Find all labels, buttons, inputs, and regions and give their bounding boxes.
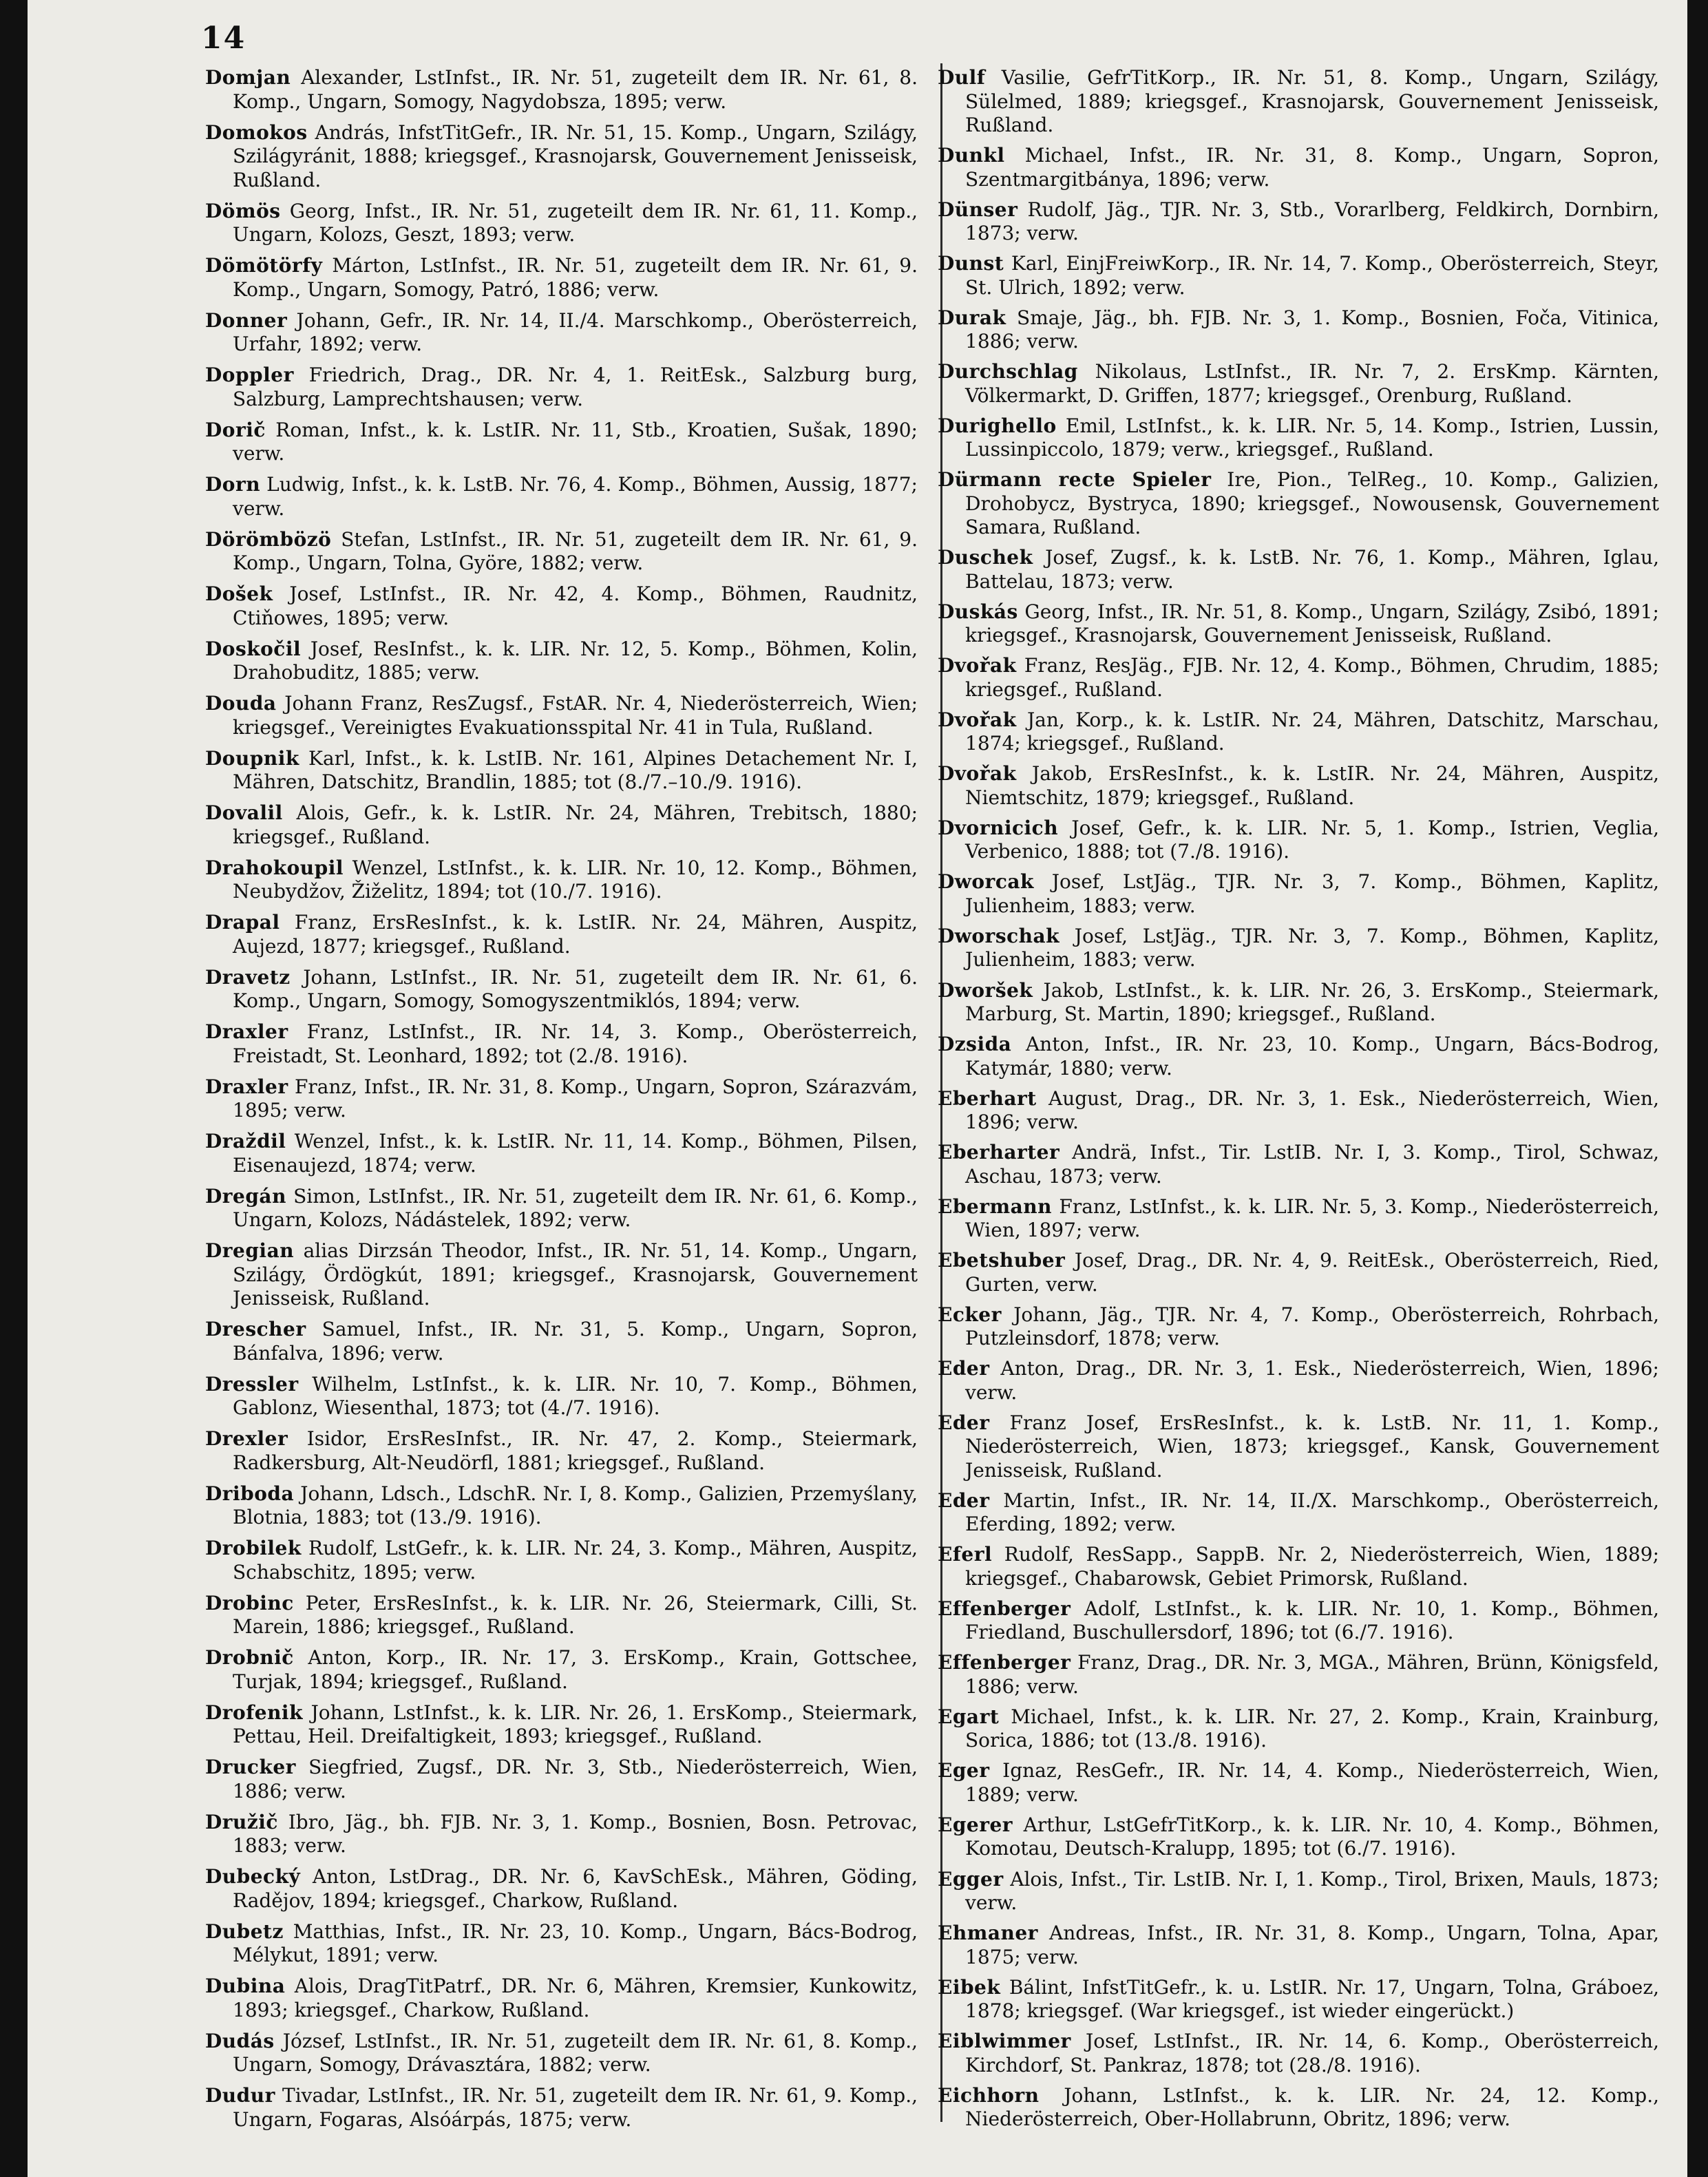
entry-details: Anton, LstDrag., DR. Nr. 6, KavSchEsk., Mähren, Göding, Radějov, 1894; kriegsgef., Charkow, Rußland.	[233, 1865, 918, 1912]
list-entry	[938, 1489, 1659, 1537]
entry-details: Johann, LstInfst., IR. Nr. 51, zugeteilt dem IR. Nr. 61, 6. Komp., Ungarn, Somogy, Somogyszentmiklós, 1894; verw.	[233, 965, 918, 1012]
entry-details: Ire, Pion., TelReg., 10. Komp., Galizien, Drohobycz, Bystryca, 1890; kriegsgef., Nowousensk, Gouvernement Samara, Rußland.	[965, 468, 1659, 539]
entry-surname: Domjan	[205, 66, 291, 89]
entry-surname: Ehmaner	[938, 1922, 1038, 1945]
list-entry	[205, 1427, 918, 1475]
entry-surname: Driboda	[205, 1482, 295, 1505]
entry-details: Franz, LstInfst., k. k. LIR. Nr. 5, 3. Komp., Niederösterreich, Wien, 1897; verw.	[965, 1195, 1659, 1242]
entry-surname: Dünser	[938, 198, 1018, 221]
entry-details: Alexander, LstInfst., IR. Nr. 51, zugeteilt dem IR. Nr. 61, 8. Komp., Ungarn, Somogy, Nagydobsza, 1895; verw.	[233, 66, 918, 113]
entry-details: Wenzel, LstInfst., k. k. LIR. Nr. 10, 12. Komp., Böhmen, Neubydžov, Žiželitz, 1894; tot (10./7. 1916).	[233, 856, 918, 903]
entry-surname: Draxler	[205, 1020, 288, 1043]
entry-surname: Ecker	[938, 1303, 1002, 1326]
entry-surname: Dudur	[205, 2084, 275, 2107]
list-entry	[205, 911, 918, 958]
entry-details: Josef, ResInfst., k. k. LIR. Nr. 12, 5. Komp., Böhmen, Kolin, Drahobuditz, 1885; verw.	[233, 637, 918, 684]
entry-surname: Dürmann recte Spieler	[938, 468, 1212, 492]
entry-details: August, Drag., DR. Nr. 3, 1. Esk., Niederösterreich, Wien, 1896; verw.	[965, 1086, 1659, 1134]
entry-surname: Dunkl	[938, 144, 1005, 167]
entry-details: Alois, DragTitPatrf., DR. Nr. 6, Mähren, Kremsier, Kunkowitz, 1893; kriegsgef., Charkow, Rußland.	[233, 1975, 918, 2021]
list-entry	[938, 1033, 1659, 1080]
entry-surname: Dworcak	[938, 870, 1034, 894]
entry-details: Simon, LstInfst., IR. Nr. 51, zugeteilt dem IR. Nr. 61, 6. Komp., Ungarn, Kolozs, Nádástelek, 1892; verw.	[233, 1184, 918, 1231]
entry-surname: Drobnič	[205, 1646, 294, 1669]
entry-surname: Doskočil	[205, 637, 302, 660]
entry-details: Franz, Infst., IR. Nr. 31, 8. Komp., Ungarn, Sopron, Szárazvám, 1895; verw.	[233, 1075, 918, 1122]
list-entry	[205, 1975, 918, 2022]
list-entry	[938, 1249, 1659, 1296]
entry-details: Georg, Infst., IR. Nr. 51, zugeteilt dem IR. Nr. 61, 11. Komp., Ungarn, Kolozs, Geszt, 1893; verw.	[233, 199, 918, 246]
entry-surname: Ebetshuber	[938, 1249, 1066, 1272]
list-entry	[205, 1865, 918, 1913]
entry-surname: Doupnik	[205, 746, 299, 770]
entry-surname: Dömös	[205, 199, 281, 222]
entry-details: Johann, LstInfst., k. k. LIR. Nr. 24, 12. Komp., Niederösterreich, Ober-Hollabrunn, Obritz, 1896; verw.	[965, 2083, 1659, 2131]
entry-surname: Drofenik	[205, 1701, 303, 1724]
list-entry	[938, 1543, 1659, 1590]
entry-details: Rudolf, LstGefr., k. k. LIR. Nr. 24, 3. Komp., Mähren, Auspitz, Schabschitz, 1895; verw.	[233, 1537, 918, 1584]
entry-surname: Dunst	[938, 252, 1004, 275]
entry-details: Michael, Infst., IR. Nr. 31, 8. Komp., Ungarn, Sopron, Szentmargitbánya, 1896; verw.	[965, 144, 1659, 191]
list-entry	[938, 1597, 1659, 1645]
entry-surname: Dvořak	[938, 708, 1017, 731]
list-entry	[205, 692, 918, 739]
entry-surname: Eder	[938, 1489, 990, 1512]
list-entry	[938, 1411, 1659, 1483]
entry-surname: Eder	[938, 1411, 990, 1434]
entry-details: Emil, LstInfst., k. k. LIR. Nr. 5, 14. Komp., Istrien, Lussin, Lussinpiccolo, 1879; verw., kriegsgef., Rußland.	[965, 414, 1659, 461]
entry-details: Josef, LstJäg., TJR. Nr. 3, 7. Komp., Böhmen, Kaplitz, Julienheim, 1883; verw.	[965, 870, 1659, 917]
entry-details: Andrä, Infst., Tir. LstIB. Nr. I, 3. Komp., Tirol, Schwaz, Aschau, 1873; verw.	[965, 1141, 1659, 1188]
entry-surname: Došek	[205, 582, 273, 605]
list-entry	[938, 870, 1659, 918]
scan-edge	[1687, 0, 1708, 2177]
list-entry	[205, 1130, 918, 1177]
entry-surname: Duschek	[938, 546, 1033, 569]
list-entry	[938, 306, 1659, 354]
entry-surname: Eibek	[938, 1975, 1001, 1999]
entry-details: Josef, Zugsf., k. k. LstB. Nr. 76, 1. Komp., Mähren, Iglau, Battelau, 1873; verw.	[965, 546, 1659, 593]
list-entry	[938, 2084, 1659, 2132]
list-entry	[938, 654, 1659, 702]
entry-details: Siegfried, Zugsf., DR. Nr. 3, Stb., Niederösterreich, Wien, 1886; verw.	[233, 1756, 918, 1802]
entry-details: Anton, Drag., DR. Nr. 3, 1. Esk., Niederösterreich, Wien, 1896; verw.	[965, 1357, 1659, 1404]
entry-details: alias Dirzsán Theodor, Infst., IR. Nr. 51, 14. Komp., Ungarn, Szilágy, Ördögkút, 1891; kriegsgef., Krasnojarsk, Gouvernement Jenisseisk, Rußland.	[233, 1239, 918, 1310]
entry-surname: Egger	[938, 1867, 1004, 1891]
entry-surname: Egart	[938, 1705, 1000, 1728]
list-entry	[938, 1922, 1659, 1969]
list-entry	[938, 925, 1659, 972]
entry-details: Alois, Gefr., k. k. LstIR. Nr. 24, Mähren, Trebitsch, 1880; kriegsgef., Rußland.	[233, 801, 918, 848]
entry-surname: Effenberger	[938, 1597, 1071, 1620]
entry-details: Nikolaus, LstInfst., IR. Nr. 7, 2. ErsKmp. Kärnten, Völkermarkt, D. Griffen, 1877; kriegsgef., Orenburg, Rußland.	[965, 360, 1659, 407]
entry-surname: Drobilek	[205, 1537, 302, 1559]
list-entry	[938, 600, 1659, 648]
list-entry	[205, 1239, 918, 1311]
list-entry	[938, 1357, 1659, 1405]
entry-surname: Drescher	[205, 1318, 306, 1340]
entry-details: Samuel, Infst., IR. Nr. 31, 5. Komp., Ungarn, Sopron, Bánfalva, 1896; verw.	[233, 1318, 918, 1365]
list-entry	[938, 414, 1659, 462]
list-entry	[205, 1811, 918, 1858]
entry-surname: Dworschak	[938, 924, 1060, 947]
entry-surname: Dulf	[938, 66, 986, 89]
list-entry	[205, 2030, 918, 2077]
list-entry	[205, 309, 918, 357]
entry-details: Andreas, Infst., IR. Nr. 31, 8. Komp., Ungarn, Tolna, Apar, 1875; verw.	[965, 1922, 1659, 1968]
entry-details: Wenzel, Infst., k. k. LstIR. Nr. 11, 14. Komp., Böhmen, Pilsen, Eisenaujezd, 1874; verw.	[233, 1130, 918, 1177]
scanned-page	[28, 0, 1694, 2177]
list-entry	[938, 1813, 1659, 1861]
list-entry	[205, 254, 918, 302]
list-entry	[938, 66, 1659, 138]
entry-details: Smaje, Jäg., bh. FJB. Nr. 3, 1. Komp., Bosnien, Foča, Vitinica, 1886; verw.	[965, 306, 1659, 353]
entry-surname: Dressler	[205, 1372, 299, 1396]
entry-surname: Durighello	[938, 414, 1057, 437]
entry-details: Johann, LstInfst., k. k. LIR. Nr. 26, 1. ErsKomp., Steiermark, Pettau, Heil. Dreifaltigkeit, 1893; kriegsgef., Rußland.	[233, 1701, 918, 1747]
entry-details: András, InfstTitGefr., IR. Nr. 51, 15. Komp., Ungarn, Szilágy, Szilágyránit, 1888; kriegsgef., Krasnojarsk, Gouvernement Jenisseisk, Rußland.	[233, 120, 918, 191]
entry-details: Johann, Ldsch., LdschR. Nr. I, 8. Komp., Galizien, Przemyślany, Blotnia, 1883; tot (13./9. 1916).	[233, 1482, 918, 1528]
entry-surname: Dubecký	[205, 1865, 301, 1888]
list-entry	[938, 468, 1659, 540]
entry-details: Isidor, ErsResInfst., IR. Nr. 47, 2. Komp., Steiermark, Radkersburg, Alt-Neudörfl, 1881; kriegsgef., Rußland.	[233, 1427, 918, 1474]
list-entry	[205, 364, 918, 411]
entry-details: Adolf, LstInfst., k. k. LIR. Nr. 10, 1. Komp., Böhmen, Friedland, Buschullersdorf, 1896; tot (6./7. 1916).	[965, 1597, 1659, 1644]
entry-details: Rudolf, Jäg., TJR. Nr. 3, Stb., Vorarlberg, Feldkirch, Dornbirn, 1873; verw.	[965, 198, 1659, 245]
list-entry	[205, 638, 918, 685]
entry-surname: Eger	[938, 1759, 990, 1782]
entry-surname: Durak	[938, 306, 1006, 329]
list-entry	[938, 198, 1659, 246]
entry-details: Michael, Infst., k. k. LIR. Nr. 27, 2. Komp., Krain, Krainburg, Sorica, 1886; tot (13./8. 1916).	[965, 1705, 1659, 1752]
entry-surname: Dudás	[205, 2029, 275, 2052]
entry-details: Franz, LstInfst., IR. Nr. 14, 3. Komp., Oberösterreich, Freistadt, St. Leonhard, 1892; tot (2./8. 1916).	[233, 1020, 918, 1067]
entry-details: Josef, LstInfst., IR. Nr. 14, 6. Komp., Oberösterreich, Kirchdorf, St. Pankraz, 1878; tot (28./8. 1916).	[965, 2030, 1659, 2076]
list-entry	[938, 2030, 1659, 2077]
entry-surname: Duskás	[938, 600, 1018, 623]
entry-details: Wilhelm, LstInfst., k. k. LIR. Nr. 10, 7. Komp., Böhmen, Gablonz, Wiesenthal, 1873; tot (4./7. 1916).	[233, 1372, 918, 1419]
entry-details: Josef, LstInfst., IR. Nr. 42, 4. Komp., Böhmen, Raudnitz, Ctiňowes, 1895; verw.	[233, 582, 918, 629]
entry-surname: Ebermann	[938, 1195, 1052, 1218]
entry-surname: Dovalil	[205, 801, 283, 824]
list-entry	[938, 762, 1659, 810]
entry-surname: Drobinc	[205, 1591, 294, 1615]
entry-surname: Dvořak	[938, 762, 1017, 786]
entry-details: Jakob, ErsResInfst., k. k. LstIR. Nr. 24, Mähren, Auspitz, Niemtschitz, 1879; kriegsgef., Rußland.	[965, 762, 1659, 809]
entry-details: Karl, Infst., k. k. LstIB. Nr. 161, Alpines Detachement Nr. I, Mähren, Datschitz, Brandlin, 1885; tot (8./7.–10./9. 1916).	[233, 746, 918, 793]
list-entry	[205, 856, 918, 904]
list-entry	[205, 1020, 918, 1068]
entry-surname: Dorn	[205, 473, 261, 496]
list-entry	[205, 1592, 918, 1639]
list-entry	[205, 473, 918, 520]
entry-surname: Effenberger	[938, 1651, 1071, 1674]
entry-details: Anton, Infst., IR. Nr. 23, 10. Komp., Ungarn, Bács-Bodrog, Katymár, 1880; verw.	[965, 1033, 1659, 1080]
list-entry	[205, 200, 918, 247]
list-entry	[205, 528, 918, 576]
list-entry	[205, 1185, 918, 1232]
entry-details: Ludwig, Infst., k. k. LstB. Nr. 76, 4. Komp., Böhmen, Aussig, 1877; verw.	[233, 473, 918, 520]
list-entry	[938, 817, 1659, 864]
entry-details: Franz, ResJäg., FJB. Nr. 12, 4. Komp., Böhmen, Chrudim, 1885; kriegsgef., Rußland.	[965, 654, 1659, 701]
entry-surname: Domokos	[205, 120, 308, 144]
entry-details: Rudolf, ResSapp., SappB. Nr. 2, Niederösterreich, Wien, 1889; kriegsgef., Chabarowsk, Gebiet Primorsk, Rußland.	[965, 1543, 1659, 1590]
entry-details: Jan, Korp., k. k. LstIR. Nr. 24, Mähren, Datschitz, Marschau, 1874; kriegsgef., Rußland.	[965, 708, 1659, 755]
list-entry	[938, 360, 1659, 408]
right-column	[938, 66, 1659, 2132]
list-entry	[205, 419, 918, 466]
list-entry	[205, 1537, 918, 1584]
entry-surname: Dregán	[205, 1184, 286, 1208]
entry-surname: Dorič	[205, 418, 266, 441]
entry-details: Stefan, LstInfst., IR. Nr. 51, zugeteilt dem IR. Nr. 61, 9. Komp., Ungarn, Tolna, Györe, 1882; verw.	[233, 527, 918, 574]
list-entry	[205, 1075, 918, 1123]
entry-surname: Eberhart	[938, 1086, 1037, 1110]
entry-details: Ignaz, ResGefr., IR. Nr. 14, 4. Komp., Niederösterreich, Wien, 1889; verw.	[965, 1759, 1659, 1806]
entry-surname: Durchschlag	[938, 360, 1078, 383]
entry-details: Arthur, LstGefrTitKorp., k. k. LIR. Nr. 10, 4. Komp., Böhmen, Komotau, Deutsch-Kralupp, 1895; tot (6./7. 1916).	[965, 1813, 1659, 1860]
entry-surname: Dravetz	[205, 965, 291, 989]
list-entry	[205, 1318, 918, 1365]
entry-surname: Dörömbözö	[205, 527, 332, 551]
list-entry	[938, 1195, 1659, 1243]
entry-details: Jakob, LstInfst., k. k. LIR. Nr. 26, 3. ErsKomp., Steiermark, Marburg, St. Martin, 1890; kriegsgef., Rußland.	[965, 978, 1659, 1025]
entry-surname: Donner	[205, 308, 288, 332]
entry-details: Josef, Drag., DR. Nr. 4, 9. ReitEsk., Oberösterreich, Ried, Gurten, verw.	[965, 1249, 1659, 1296]
entry-surname: Dubetz	[205, 1920, 284, 1943]
entry-surname: Drucker	[205, 1756, 296, 1778]
list-entry	[205, 1701, 918, 1749]
entry-surname: Draxler	[205, 1075, 288, 1098]
entry-details: Friedrich, Drag., DR. Nr. 4, 1. ReitEsk., Salzburg burg, Salzburg, Lamprechtshausen; verw.	[233, 364, 918, 410]
entry-details: Martin, Infst., IR. Nr. 14, II./X. Marschkomp., Oberösterreich, Eferding, 1892; verw.	[965, 1489, 1659, 1536]
entry-surname: Eder	[938, 1357, 990, 1380]
entry-surname: Eferl	[938, 1543, 993, 1566]
list-entry	[205, 1373, 918, 1420]
entry-details: Josef, Gefr., k. k. LIR. Nr. 5, 1. Komp., Istrien, Veglia, Verbenico, 1888; tot (7./8. 1916).	[965, 816, 1659, 863]
list-entry	[205, 1646, 918, 1694]
entry-details: Anton, Korp., IR. Nr. 17, 3. ErsKomp., Krain, Gottschee, Turjak, 1894; kriegsgef., Rußland.	[233, 1646, 918, 1693]
list-entry	[205, 1482, 918, 1530]
entry-surname: Dvořak	[938, 654, 1017, 677]
list-entry	[205, 2084, 918, 2132]
list-entry	[205, 1920, 918, 1968]
entry-surname: Dworšek	[938, 978, 1033, 1002]
entry-details: Vasilie, GefrTitKorp., IR. Nr. 51, 8. Komp., Ungarn, Szilágy, Sülelmed, 1889; kriegsgef., Krasnojarsk, Gouvernement Jenisseisk, Rußland.	[965, 66, 1659, 136]
list-entry	[205, 1756, 918, 1803]
entry-surname: Eichhorn	[938, 2083, 1040, 2107]
list-entry	[938, 1651, 1659, 1699]
entry-details: Roman, Infst., k. k. LstIR. Nr. 11, Stb., Kroatien, Sušak, 1890; verw.	[233, 418, 918, 465]
entry-details: Matthias, Infst., IR. Nr. 23, 10. Komp., Ungarn, Bács-Bodrog, Mélykut, 1891; verw.	[233, 1920, 918, 1966]
entry-surname: Egerer	[938, 1813, 1013, 1836]
list-entry	[938, 1087, 1659, 1135]
list-entry	[205, 747, 918, 795]
entry-surname: Družič	[205, 1810, 278, 1833]
entry-surname: Eberharter	[938, 1141, 1060, 1164]
entry-surname: Drexler	[205, 1427, 288, 1450]
entry-details: Johann Franz, ResZugsf., FstAR. Nr. 4, Niederösterreich, Wien; kriegsgef., Vereinigtes Evakuationsspital Nr. 41 in Tula, Rußland.	[233, 692, 918, 739]
entry-details: Tivadar, LstInfst., IR. Nr. 51, zugeteilt dem IR. Nr. 61, 9. Komp., Ungarn, Fogaras, Alsóárpás, 1875; verw.	[233, 2084, 918, 2131]
list-entry	[938, 252, 1659, 299]
entry-details: Alois, Infst., Tir. LstIB. Nr. I, 1. Komp., Tirol, Brixen, Mauls, 1873; verw.	[965, 1867, 1659, 1914]
list-entry	[205, 966, 918, 1013]
list-entry	[938, 1141, 1659, 1188]
entry-details: Georg, Infst., IR. Nr. 51, 8. Komp., Ungarn, Szilágy, Zsibó, 1891; kriegsgef., Krasnojarsk, Gouvernement Jenisseisk, Rußland.	[965, 600, 1659, 647]
entry-details: Peter, ErsResInfst., k. k. LIR. Nr. 26, Steiermark, Cilli, St. Marein, 1886; kriegsgef., Rußland.	[233, 1591, 918, 1638]
list-entry	[938, 1303, 1659, 1351]
list-entry	[205, 582, 918, 630]
entry-surname: Dregian	[205, 1239, 295, 1262]
entry-details: Franz, ErsResInfst., k. k. LstIR. Nr. 24, Mähren, Auspitz, Aujezd, 1877; kriegsgef., Rußland.	[233, 911, 918, 958]
entry-details: Franz, Drag., DR. Nr. 3, MGA., Mähren, Brünn, Königsfeld, 1886; verw.	[965, 1651, 1659, 1698]
entry-surname: Dzsida	[938, 1033, 1012, 1056]
page-number: 14	[201, 21, 246, 56]
left-column	[205, 66, 918, 2132]
entry-surname: Doppler	[205, 364, 294, 386]
list-entry	[205, 66, 918, 114]
list-entry	[938, 144, 1659, 191]
entry-details: Josef, LstJäg., TJR. Nr. 3, 7. Komp., Böhmen, Kaplitz, Julienheim, 1883; verw.	[965, 924, 1659, 971]
entry-details: Franz Josef, ErsResInfst., k. k. LstB. Nr. 11, 1. Komp., Niederösterreich, Wien, 1873; kriegsgef., Kansk, Gouvernement Jenisseisk, Rußland.	[965, 1411, 1659, 1482]
entry-surname: Eiblwimmer	[938, 2030, 1071, 2053]
list-entry	[205, 121, 918, 193]
list-entry	[938, 1868, 1659, 1915]
entry-surname: Douda	[205, 692, 277, 715]
list-entry	[205, 801, 918, 849]
entry-details: Johann, Gefr., IR. Nr. 14, II./4. Marschkomp., Oberösterreich, Urfahr, 1892; verw.	[233, 308, 918, 355]
list-entry	[938, 1976, 1659, 2023]
entry-surname: Drahokoupil	[205, 856, 344, 879]
entry-details: Johann, Jäg., TJR. Nr. 4, 7. Komp., Oberösterreich, Rohrbach, Putzleinsdorf, 1878; verw.	[965, 1303, 1659, 1350]
list-entry	[938, 979, 1659, 1027]
entry-details: Márton, LstInfst., IR. Nr. 51, zugeteilt dem IR. Nr. 61, 9. Komp., Ungarn, Somogy, Patró, 1886; verw.	[233, 254, 918, 301]
entry-surname: Dömötörfy	[205, 254, 323, 277]
entry-surname: Dvornicich	[938, 816, 1059, 839]
list-entry	[938, 546, 1659, 593]
entry-details: Bálint, InfstTitGefr., k. u. LstIR. Nr. 17, Ungarn, Tolna, Gráboez, 1878; kriegsgef. (War kriegsgef., ist wieder eingerückt.)	[965, 1975, 1659, 2023]
entry-details: Ibro, Jäg., bh. FJB. Nr. 3, 1. Komp., Bosnien, Bosn. Petrovac, 1883; verw.	[233, 1810, 918, 1857]
entry-details: Karl, EinjFreiwKorp., IR. Nr. 14, 7. Komp., Oberösterreich, Steyr, St. Ulrich, 1892; verw.	[965, 252, 1659, 299]
entry-surname: Dubina	[205, 1975, 286, 1997]
entry-surname: Drapal	[205, 911, 280, 934]
list-entry	[938, 1759, 1659, 1807]
list-entry	[938, 708, 1659, 756]
entry-details: József, LstInfst., IR. Nr. 51, zugeteilt dem IR. Nr. 61, 8. Komp., Ungarn, Somogy, Drávasztára, 1882; verw.	[233, 2029, 918, 2076]
list-entry	[938, 1705, 1659, 1753]
entry-surname: Draždil	[205, 1130, 286, 1153]
